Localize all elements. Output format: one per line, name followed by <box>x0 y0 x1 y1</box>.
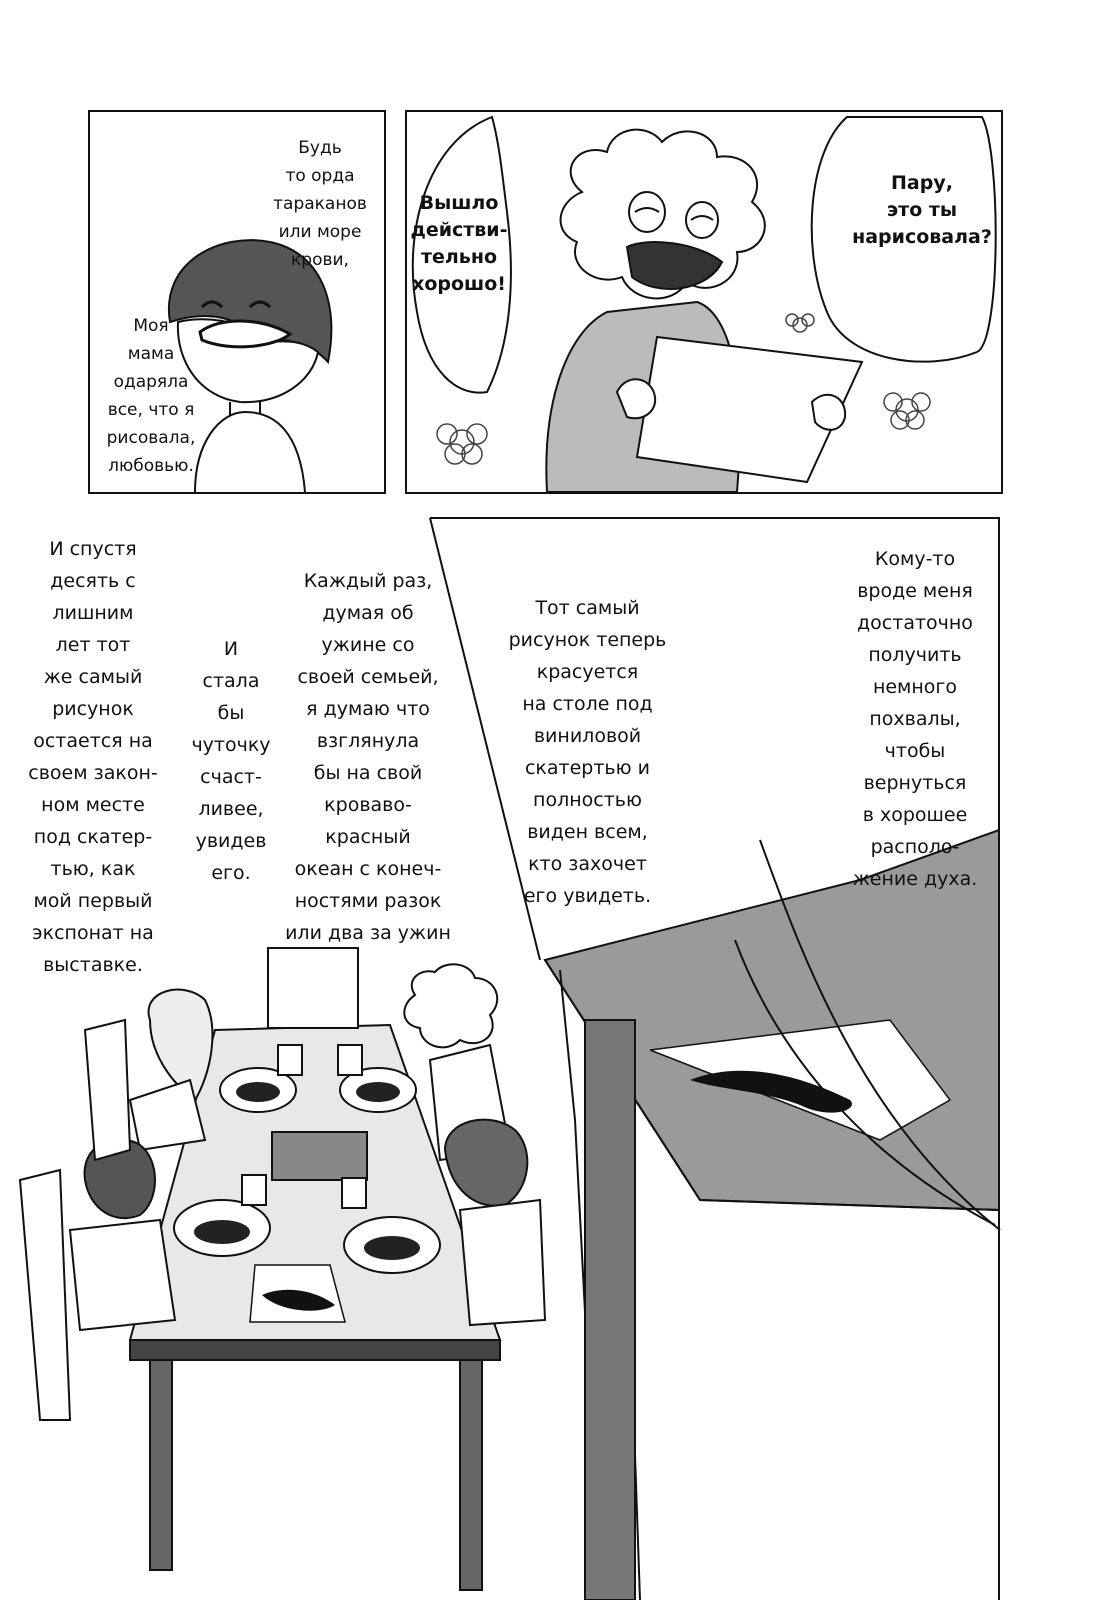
panel-praise <box>405 110 1003 494</box>
praise-illustration <box>407 112 1001 492</box>
caption-on-table: Тот самый рисунок теперь красуется на столе под виниловой скатертью и полностью виден всем, кто захочет его увидеть. <box>508 597 667 907</box>
caption-happier: И стала бы чуточку счаст- ливее, увидев его. <box>191 638 271 884</box>
caption-mother-love: Моя мама одаряла все, что я рисовала, любовью. <box>106 316 196 476</box>
caption-dinner: Каждый раз, думая об ужине со своей семьей, я думаю что взглянула бы на свой кроваво-красный океан с конеч- ностями разок или два за ужин <box>285 570 451 944</box>
caption-decade: И спустя десять с лишним лет тот же самый рисунок остается на своем закон- ном месте под скатер- тью, как мой первый экспонат на выставке. <box>28 538 158 976</box>
bubble-praise: Вышло действи- тельно хорошо! <box>410 192 508 295</box>
bubble-question: Пару, это ты нарисовала? <box>852 172 992 248</box>
caption-hoard: Будь то орда тараканов или море крови, <box>273 138 367 270</box>
panel-mother <box>88 110 386 494</box>
caption-praise: Кому-то вроде меня достаточно получить немного похвалы, чтобы вернуться в хорошее располо- жение духа. <box>852 548 978 890</box>
